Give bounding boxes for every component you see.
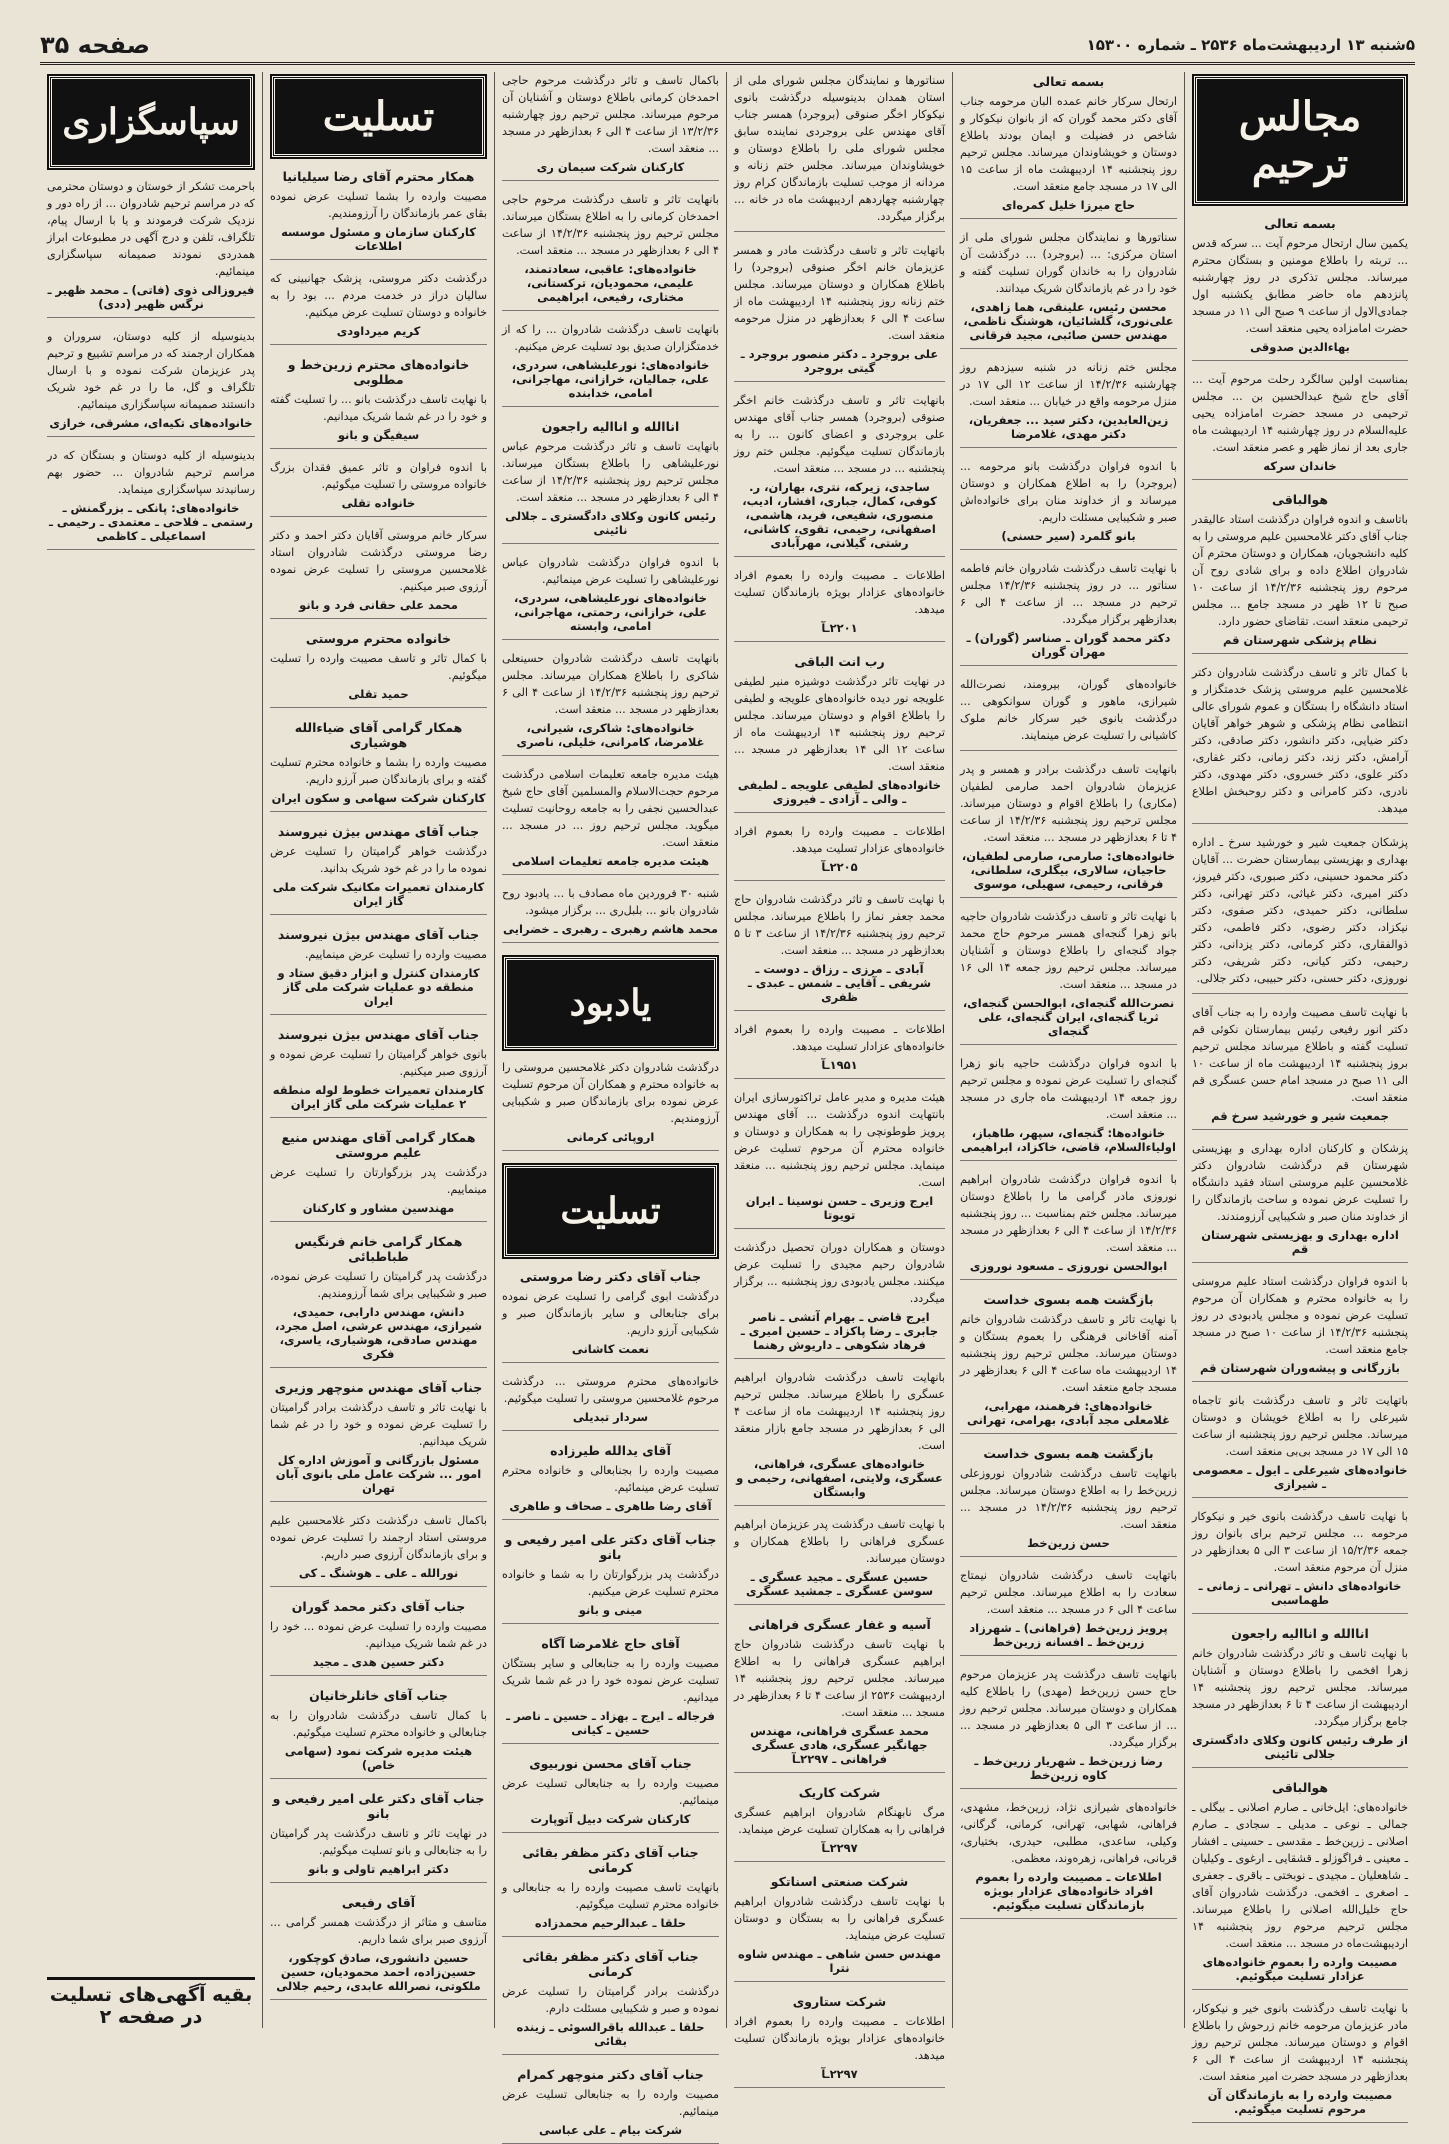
notice: [270, 1893, 487, 2000]
notice: [960, 1567, 1177, 1656]
notice-body: اطلاعات ـ مصیبت وارده را بعموم افراد خانواده‌های عزادار تسلیت میدهد.: [734, 1023, 945, 1053]
notice-body: درگذشت پدر گرامیتان را تسلیت عرض نموده، صبر و شکیبایی برای شما آرزومندیم.: [270, 1270, 487, 1300]
notice-signature: رئیس کانون وکلای دادگستری ـ جلالی نائینی: [505, 509, 716, 537]
notice-signature: فرجاله ـ ایرج ـ بهزاد ـ حسین ـ ناصر ـ حسین ـ کیانی: [506, 1709, 715, 1737]
notice: [270, 1128, 487, 1222]
notice-signature: کارمندان کنترل و ابزار دقیق ستاد و منطقه دو عملیات شرکت ملی گاز ایران: [277, 966, 480, 1008]
notice: [270, 459, 487, 517]
notice-body: با نهایت تاثر و تاسف درگذشت شادروان خانم آمنه آقاخانی فرهنگی را بعموم بستگان و دوستان میرساند. مجلس ترحیم روز پنجشنبه ۱۴ اردیبهشت ماه ساعت ۴ الی ۶ بعدازظهر در مسجد جامع منعقد است.: [960, 1313, 1177, 1394]
notice: [734, 567, 945, 642]
notice-signature: حلقا ـ عبدالله باقرالسوئی ـ زینده بقائی: [516, 2020, 705, 2048]
notice-body: بانوی خواهر گرامیتان را تسلیت عرض نموده و آرزوی صبر میکنیم.: [270, 1048, 487, 1078]
notice: [502, 554, 719, 640]
notice: [270, 1232, 487, 1368]
column-6: [1184, 72, 1415, 2116]
notice: [960, 1666, 1177, 1789]
notice: [270, 629, 487, 708]
notice-signature: شرکت بیام ـ علی عباسی: [538, 2123, 683, 2137]
notice-signature: سیفیگن و بانو: [337, 428, 420, 442]
notice-body: با اندوه فراوان درگذشت شادروان عباس نورعلیشاهی را تسلیت عرض مینمائیم.: [502, 556, 719, 586]
notice-signature: حاج میرزا خلیل کمره‌ای: [1001, 198, 1136, 212]
notice-title: رب انت الباقی: [794, 654, 885, 669]
notice-signature: دکتر ابراهیم تاولی و بانو: [308, 1862, 449, 1876]
notice: [734, 1089, 945, 1229]
notice-title: جناب آقای دکتر علی امیر رفیعی و بانو: [272, 1791, 485, 1821]
notice-body: سرکار خانم مروستی آقایان دکتر احمد و دکتر رضا مروستی درگذشت شادروان استاد غلامحسین مروستی را تسلیت عرض نموده آرزوی صبر میکنیم.: [270, 529, 487, 593]
notice-signature: خانواده‌ها: گنجه‌ای، سپهر، طاهباز، اولیاءالسلام، قاضی، خاکزاد، ابراهیمی: [961, 1126, 1176, 1154]
notice-title: بازگشت همه بسوی خداست: [983, 1292, 1154, 1307]
notice-signature: بهاءالدین صدوقی: [1250, 340, 1350, 354]
notice-signature: مصیبت وارده را بعموم خانواده‌های عزادار تسلیت میگوئیم.: [1202, 1955, 1398, 1983]
notice-title: هوالباقی: [1271, 1780, 1329, 1795]
notice-body: با نهایت تاسف درگذشت بانو ... را تسلیت گفته و خود را در غم شما شریک میدانیم.: [270, 393, 487, 423]
notice-body: بمناسبت اولین سالگرد رحلت مرحوم آیت ... آقای حاج شیخ عبدالحسین بن ... مجلس ترحیمی در مسجد حضرت امامزاده یحیی علیه‌السلام در روز چهارشنبه ۱۴ اردیبهشت ماه جاری بعد از نماز ظهر و عصر منعقد است.: [1192, 373, 1408, 454]
notice: [960, 458, 1177, 550]
notice-title: بسمه تعالی: [1264, 216, 1336, 231]
notice-title: شرکت صنعتی اسناتکو: [770, 1874, 909, 1889]
notice-body: سناتورها و نمایندگان مجلس شورای ملی از استان همدان بدینوسیله درگذشت بانوی نیکوکار اخگر صنوقی (بروجرد) همسر جناب آقای مهندس علی بروجردی نماینده سابق مجلس شورای ملی را باطلاع دوستان و خویشاوندان میرساند. مجلس ختم زنانه و مردانه از موجب تسلیت بازماندگان کرام روز چهارشنبه چهاردهم اردیبهشت ماه در خانه ... برگزار میگردد.: [734, 74, 945, 223]
notice-signature: دکتر حسین هدی ـ مجید: [312, 1655, 445, 1669]
notice-title: جناب آقای مهندس بیژن نیروسند: [277, 1027, 480, 1042]
notice-title: جناب آقای مهندس بیژن نیروسند: [277, 824, 480, 839]
notice: [734, 1872, 945, 1982]
notice-signature: محمد عسگری فراهانی، مهندس جهانگیر عسگری، هادی عسگری فراهانی ـ ۲۲۹۷ـآ: [750, 1724, 929, 1766]
majales-tarhim-banner: مجالس ترحیم: [1194, 76, 1406, 204]
notice-body: با نهایت تاسف و تاثر درگذشت شادروان حاج محمد جعفر نماز را باطلاع میرساند. مجلس ترحیم روز پنجشنبه ۱۴/۲/۳۶ از ساعت ۳ تا ۵ بعدازظهر در مسجد ... منعقد است.: [734, 893, 946, 957]
notice-body: با کمال تاثر و تاسف درگذشت شادروان دکتر غلامحسین علیم مروستی پزشک خدمتگزار و استاد دانشگاه را بستگان و عموم شورای عالی انتظامی نظام پزشکی و شوهر خواهر آقایان دکتر ضیایی، دکتر دانشور، دکتر صادقی، دکتر آرامش، دکتر زند، دکتر زمانی، دکتر غفاری، دکتر علوی، دکتر خسروی، دکتر مهدوی، دکتر نادری، دکتر کامرانی و دکتر روحبخش اطلاع میدهد.: [1192, 666, 1408, 815]
notice-body: درگذشت دکتر مروستی، پزشک جهانبینی که سالیان دراز در خدمت مردم ... بود را به خانواده و دوستان تسلیت عرض میکنیم.: [270, 272, 487, 319]
notice: [502, 1530, 719, 1624]
notice-signature: بازرگانی و پیشه‌وران شهرستان قم: [1200, 1361, 1400, 1375]
notice-title: همکار محترم آقای رضا سیلیانیا: [282, 169, 475, 184]
notice-signature: ۲۲۹۷ـآ: [821, 2067, 858, 2081]
notice-signature: محمد علی حقانی فرد و بانو: [299, 598, 458, 612]
notice-signature: آبادی ـ مرزی ـ رزاق ـ دوست ـ شریفی ـ آقایی ـ شمس ـ عبدی ـ ظفری: [747, 962, 932, 1004]
notice-body: مصیبت وارده را به جنابعالی تسلیت عرض مینمائیم.: [502, 2088, 719, 2118]
notice-title: آقای یدالله طیرزاده: [550, 1443, 671, 1458]
notice-signature: هیئت مدیره جامعه تعلیمات اسلامی: [511, 854, 710, 868]
notice-signature: پرویز زرین‌خط (فراهانی) ـ شهرزاد زرین‌خط ـ افسانه زرین‌خط: [969, 1621, 1168, 1649]
notice: [502, 417, 719, 544]
notice: [502, 1634, 719, 1744]
notice-signature: حسن زرین‌خط: [1027, 1536, 1110, 1550]
notice-signature: خانواده‌های نورعلیشاهی، سردری، علی، خرازانی، رحمتی، مهاجرانی، امامی، وابسته: [514, 591, 707, 633]
notice-title: جناب آقای محسن نوربیوی: [529, 1756, 692, 1771]
notice-body: یکمین سال ارتحال مرحوم آیت ... سرکه قدس ... تربته را باطلاع مومنین و بستگان محترم میرساند. مجلس تذکری در روز چهارشنبه پانزدهم ماه حاضر مطابق یکشنبه اول جمادی‌الاول از ساعت ۹ صبح الی ۱۱ در مسجد حضرت امامزاده یحیی منعقد است.: [1192, 237, 1408, 335]
notice-body: باکمال تاسف درگذشت دکتر غلامحسین علیم مروستی استاد ارجمند را تسلیت عرض نموده و برای بازماندگان آرزوی صبر داریم.: [270, 1514, 487, 1561]
notice-signature: مهندس حسن شاهی ـ مهندس شاوه نترا: [738, 1947, 941, 1975]
notice-signature: خانواده تقلی: [341, 496, 416, 510]
notice: [270, 270, 487, 345]
notice-signature: کارکنان شرکت دبیل آتوپارت: [530, 1812, 691, 1826]
notice: [270, 355, 487, 449]
notice-signature: کارکنان شرکت سهامی و سکون ایران: [271, 791, 486, 805]
notice-signature: اداره بهداری و بهزیستی شهرستان قم: [1201, 1228, 1399, 1256]
continued-on-page-2: بقیه آگهی‌های تسلیت در صفحه ۲: [47, 1977, 255, 2028]
notice: [734, 1992, 945, 2088]
notice-body: درگذشت پدر بزرگوارتان را تسلیت عرض مینماییم.: [270, 1166, 487, 1196]
notice-body: باکمال تاسف و تاثر درگذشت مرحوم حاجی احمدخان کرمانی باطلاع دوستان و آشنایان آن مرحوم میرساند. مجلس ترحیم روز چهارشنبه ۱۳/۲/۳۶ از ساعت ۴ الی ۶ بعدازظهر در مسجد ... منعقد است.: [502, 74, 719, 155]
notice-body: با نهایت تاسف مصیبت وارده را به جناب آقای دکتر انور رفیعی رئیس بیمارستان نکوئی قم تسلیت گفته و باطلاع میرساند مجلس ترحیم بروز پنجشنبه ۱۴ اردیبهشت ماه از ساعت ۱۰ الی ۱۱ صبح در مسجد امام حسن عسگری قم منعقد است.: [1192, 1006, 1408, 1104]
notice-signature: دانش، مهندس دارابی، حمیدی، شیرازی، مهندس عرشی، اصل مجرد، مهندس صادقی، هوشیاری، یاسری، فکری: [274, 1305, 483, 1361]
notice-body: بدینوسیله از کلیه دوستان و بستگان که در مراسم ترحیم شادروان ... حضور بهم رسانیدند سپاسگزاری مینماید.: [47, 449, 255, 496]
notice-signature: خاندان سرکه: [1263, 459, 1337, 473]
notice: [1192, 214, 1408, 361]
notice-signature: ابوالحسن نوروزی ـ مسعود نوروزی: [969, 1259, 1168, 1273]
notice-body: با اندوه فراوان درگذشت استاد علیم مروستی را به خانواده محترم و همکاران آن مرحوم تسلیت عرض نموده و مجلس یادبودی در روز پنجشنبه ۱۴/۲/۳۶ از ساعت ۱۰ صبح در مسجد جامع منعقد است.: [1192, 1275, 1409, 1356]
notice-body: مجلس ختم زنانه در شنبه سیزدهم روز چهارشنبه ۱۴/۲/۳۶ از ساعت ۱۲ الی ۱۷ در منزل مرحومه واقع در خیابان ... منعقد است.: [960, 361, 1177, 408]
notice: [270, 718, 487, 812]
notice: [502, 2065, 719, 2144]
notice-body: درگذشت خواهر گرامیتان را تسلیت عرض نموده ما را در غم خود شریک بدانید.: [270, 845, 487, 875]
notice: [960, 1799, 1177, 1919]
notice-body: خانواده‌های شیرازی نژاد، زرین‌خط، مشهدی‌، فراهانی، شهابی، تهرانی، کرمانی، گرگانی، وکیلی، ساعدی، مطلبی، حیدری، بختیاری، قربانی، فراهانی، زهره‌وند، معظمی.: [960, 1801, 1177, 1865]
column-5: [952, 72, 1184, 2028]
notice-body: مصیبت وارده را به جنابعالی تسلیت عرض مینمائیم.: [502, 1777, 719, 1807]
notice-signature: اروپائی کرمانی: [566, 1130, 655, 1144]
notice: [1192, 1624, 1408, 1768]
notice: [47, 328, 255, 437]
notice-signature: زین‌العابدین، دکتر سید ... جعفریان، دکتر مهدی، غلامرضا: [968, 413, 1169, 441]
notice-signature: اطلاعات ـ مصیبت وارده را بعموم افراد خانواده‌های عزادار بویژه بازماندگان تسلیت میگوئیم.: [975, 1870, 1162, 1912]
notice: [270, 1686, 487, 1779]
notice-title: آقای حاج غلامرضا آگاه: [541, 1636, 680, 1651]
notice-title: جناب آقای دکتر منوچهر کمرام: [517, 2067, 704, 2082]
notice-body: با نهایت تاسف درگذشت بانوی خیر و نیکوکار، مادر عزیزمان مرحومه خانم زرحوش را باطلاع اقوام و دوستان میرساند. مجلس ترحیم روز پنجشنبه ۱۴ اردیبهشت از ساعت ۴ الی ۶ بعدازظهر در مسجد حضرت امیر منعقد است.: [1192, 2002, 1408, 2083]
notice: [734, 1615, 945, 1773]
notice: [734, 1783, 945, 1862]
notice: [502, 321, 719, 407]
notice: [734, 242, 945, 382]
notice-title: همکار گرامی آقای مهندس منیع علیم مروستی: [281, 1130, 476, 1160]
sepasgozari-banner: سپاسگزاری: [49, 76, 253, 168]
notice-signature: خانواده‌های: عاقبی، سعادتمند، علیمی، محمودیان، ترکستانی، مختاری، رفیعی، ابراهیمی: [524, 262, 697, 304]
notice: [734, 652, 945, 813]
notice-body: متاسف و متاثر از درگذشت همسر گرامی ... آرزوی صبر برای شما داریم.: [270, 1916, 487, 1946]
notice-body: با کمال تاثر و تاسف مصیبت وارده را تسلیت میگوئیم.: [270, 652, 487, 682]
notice-body: خانواده‌های گوران، بیرومند، نصرت‌الله شیرازی، ماهور و گوران سوانکوهی ... درگذشت بانوی خیر سرکار خانم ملوک کاشیانی را تسلیت عرض مینمایند.: [960, 678, 1177, 742]
notice-signature: حلقا ـ عبدالرحیم محمدزاده: [534, 1916, 687, 1930]
notice-body: هیئت مدیره و مدیر عامل تراکتورسازی ایران بانتهایت اندوه درگذشت ... آقای مهندس پرویز طوطونچی را به همکاران و دوستان و خانواده محترم آن مرحوم تسلیت عرض مینماید. مجلس ترحیم روز پنجشنبه ... منعقد است.: [734, 1091, 945, 1189]
notice-body: با نهایت تاسف درگذشت شادروان حاج ابراهیم عسگری فراهانی را به اطلاع میرساند. مجلس ترحیم روز پنجشنبه ۱۴ اردیبهشت ۲۵۳۶ از ساعت ۴ تا ۶ بعدازظهر در مسجد ... منعقد است.: [734, 1638, 946, 1719]
masthead: [40, 28, 1415, 65]
notice: [734, 1021, 945, 1079]
notice-body: با نهایت تاثر و تاسف درگذشت برادر گرامیتان را تسلیت عرض نموده و خود را در غم شما شریک میدانیم.: [270, 1401, 487, 1448]
notice-body: بانهایت تاسف درگذشت پدر عزیزمان مرحوم حاج حسن زرین‌خط (مهدی) را باطلاع کلیه همکاران و دوستان میرساند. مجلس ترحیم روز ... از ساعت ۳ الی ۵ بعدازظهر در مسجد ... برگزار میگردد.: [960, 1668, 1177, 1749]
notice: [270, 167, 487, 260]
notice-title: شرکت ستاروی: [792, 1994, 887, 2009]
notice: [1192, 1392, 1408, 1498]
notice-signature: خانواده‌های لطیفی علویجه ـ لطیفی ـ والی ـ آزادی ـ فیروزی: [737, 778, 942, 806]
notice-signature: حمید تقلی: [348, 687, 409, 701]
notice: [270, 925, 487, 1015]
notice: [734, 891, 945, 1011]
notice: [1192, 1778, 1408, 1990]
column-1: [40, 72, 262, 2028]
notice-signature: ۲۲۰۱ـآ: [821, 621, 858, 635]
notice-body: با نهایت تاسف درگذشت شادروان خانم فاطمه سناتور ... در روز پنجشنبه ۱۴/۲/۳۶ مجلس ترحیم در مسجد ... از ساعت ۴ الی ۶ بعدازظهر برگزار میگردد.: [960, 562, 1177, 626]
notice: [1192, 371, 1408, 480]
notice-body: مصیبت وارده را بشما و خانواده محترم تسلیت گفته و برای بازماندگان صبر آرزو داریم.: [270, 756, 487, 786]
notice-signature: کریم میرداودی: [336, 324, 421, 338]
notice-signature: ساجدی، زیرکه، نتری، بهاران، ر. کوفی، کمال، جباری، افشار، ادیب، منصوری، شفیعی، فرید، هاشمی، اصفهانی، رحیمی، تقوی، کاشانی، رشتی، گیلانی، مهرآبادی: [742, 480, 937, 550]
notice-body: مصیبت وارده را بشما تسلیت عرض نموده بقای عمر بازماندگان را آرزومندیم.: [270, 190, 487, 220]
notice-body: بانهایت تاسف مصیبت وارده را به جنابعالی و خانواده محترم تسلیت میگوئیم.: [502, 1881, 719, 1911]
notice: [734, 1239, 945, 1359]
notice: [502, 1059, 719, 1151]
notice-body: هیئت مدیره جامعه تعلیمات اسلامی درگذشت مرحوم حجت‌الاسلام والمسلمین آقای حاج شیخ عبدالحسین نجفی را به جامعه روحانیت تسلیت میگوید. مجلس ترحیم روز ... در مسجد ... منعقد است.: [502, 768, 719, 849]
notice: [734, 1516, 945, 1605]
notice: [960, 1444, 1177, 1557]
yadbood-banner: یادبود: [504, 957, 717, 1049]
notice-signature: خانواده‌های تکیه‌ای، مشرقی، خرازی: [49, 416, 253, 430]
notice-signature: خانواده‌های: شاکری، شیرانی، غلامرضا، کامرانی، خلیلی، ناصری: [516, 721, 705, 749]
notice-title: آقای رفیعی: [341, 1895, 416, 1910]
notice-body: بدینوسیله از کلیه دوستان، سروران و همکاران ارجمند که در مراسم تشییع و ترحیم پدر عزیزمان شرکت نموده و با ارسال تلگراف و گل، ما را در غم خود شریک دانستند صمیمانه سپاسگزاری مینمائیم.: [47, 330, 255, 411]
notice: [734, 1369, 945, 1506]
notice: [270, 1025, 487, 1118]
notice-title: جناب آقای دکتر محمد گوران: [291, 1599, 466, 1614]
page-number: صفحه ۳۵: [40, 31, 150, 59]
notice-title: جناب آقای دکتر مظفر بقائی کرمانی: [522, 1845, 699, 1875]
notice-body: بانهایت تاسف درگذشت شادروان نوروزعلی زرین‌خط را به اطلاع دوستان میرساند. مجلس ترحیم روز پنجشنبه ۱۴/۲/۳۶ در مسجد ... منعقد است.: [960, 1467, 1177, 1531]
notice-signature: کارمندان تعمیرات مکانیک شرکت ملی گاز ایران: [272, 880, 485, 908]
notice-title: بازگشت همه بسوی خداست: [983, 1446, 1154, 1461]
notice-body: مصیبت وارده را به جنابعالی و سایر بستگان تسلیت عرض نموده خود را در غم شما شریک میدانیم.: [502, 1657, 719, 1704]
notice-title: جناب آقای دکتر علی امیر رفیعی و بانو: [504, 1532, 717, 1562]
notice-signature: از طرف رئیس کانون وکلای دادگستری جلالی تائینی: [1192, 1733, 1408, 1761]
notice: [960, 72, 1177, 219]
notice-body: بانهایت تاسف درگذشت برادر و همسر و پدر عزیزمان شادروان احمد صارمی لطفیان (مکاری) را باطلاع اقوام و دوستان میرساند. مجلس ترحیم روز پنجشنبه ۱۴/۲/۳۶ از ساعت ۴ تا ۶ بعدازظهر در مسجد ... منعقد است.: [960, 763, 1177, 844]
notice-body: مرگ نابهنگام شادروان ابراهیم عسگری فراهانی را به همکاران تسلیت عرض مینماید.: [734, 1806, 945, 1836]
notice-signature: دکتر محمد گوران ـ صناسر (گوران) ـ مهران گوران: [966, 631, 1171, 659]
notice-signature: ۱۹۵۱ـآ: [821, 1058, 858, 1072]
issue-date-line: ۵شنبه ۱۳ اردیبهشت‌ماه ۲۵۳۶ ـ شماره ۱۵۳۰۰: [1086, 36, 1415, 54]
notice: [270, 527, 487, 619]
notice-body: سناتورها و نمایندگان مجلس شورای ملی از استان مرکزی: ... (بروجرد) ... درگذشت آن شادروان را به خاندان گوران تسلیت گفته و خود را در غم بازماندگان شریک میدانند.: [960, 231, 1177, 295]
notice-signature: نصرت‌الله گنجه‌ای، ابوالحسن گنجه‌ای، ثریا گنجه‌ای، ایران گنجه‌ای، علی گنجه‌ای: [962, 996, 1175, 1038]
notice-signature: خانواده‌های شیرعلی ـ ایول ـ معصومی ـ شیرازی: [1192, 1463, 1408, 1491]
notice-signature: مسئول بازرگانی و آموزش اداره کل امور ... شرکت عامل ملی بانوی آبان تهران: [275, 1453, 482, 1495]
notice-signature: کارکنان شرکت سیمان ری: [536, 160, 685, 174]
notice: [960, 1171, 1177, 1280]
taslit-banner-2: تسلیت: [504, 1165, 717, 1257]
notice-title: جناب آقای خانلرخانیان: [309, 1688, 448, 1703]
notice-body: خانواده‌های: ایل‌خانی ـ صارم اصلانی ـ بیگلی ـ جمالی ـ نوعی ـ مدیلی ـ سجادی ـ صارم اصلانی ـ زرین‌خط ـ مقدسی ـ حسینی ـ افشار ـ معینی ـ فراگوزلو ـ قشقایی ـ ارغوی ـ وکیلیان ـ شاهعلیان ـ مجیدی ـ نوبختی ـ باقری ـ جعفری ـ اصغری ـ افخمی. درگذشت شادروان آقای حاج خلیل‌الله اصلانی را باطلاع میرساند. مجلس ترحیم مرحوم روز پنجشنبه ۱۴ اردیبهشت‌ماه در مسجد ... منعقد است.: [1192, 1801, 1408, 1950]
notice: [734, 72, 945, 232]
notice: [734, 823, 945, 881]
notice: [270, 1378, 487, 1502]
notice-body: با اندوه فراوان درگذشت شادروان ابراهیم نوروزی مادر گرامی ما را باطلاع دوستان میرساند. مجلس ختم بمناسبت ... روز پنجشنبه ۱۴/۲/۳۶ از ساعت ۴ الی ۶ بعدازظهر در مسجد ... منعقد است.: [960, 1173, 1177, 1254]
notice: [734, 392, 945, 557]
notice: [502, 1373, 719, 1431]
notice-signature: خانواده‌های: نورعلیشاهی، سردری، علی، جمالیان، خرازانی، مهاجرانی، امامی، خدابنده: [511, 358, 710, 400]
notice: [960, 229, 1177, 349]
notice: [1192, 1140, 1408, 1263]
notice-body: در نهایت تاثر و تاسف درگذشت پدر گرامیتان را به جنابعالی و بانو تسلیت میگوئیم.: [270, 1827, 487, 1857]
notice: [1192, 1004, 1408, 1130]
notice-signature: مهندسین مشاور و کارکنان: [302, 1201, 455, 1215]
notice-signature: ایرج وزیری ـ حسن نوسینا ـ ایران تویوتا: [745, 1194, 934, 1222]
notice-signature: خانواده‌های: صارمی، صارمی لطفیان، حاجیان، سالاری، بیگلری، سلطانی، فرقانی، رحیمی، سهیلی، موسوی: [961, 849, 1176, 891]
notice-body: بانهایت تاثر و تاسف درگذشت خانم اخگر صنوقی (بروجرد) همسر جناب آقای مهندس علی بروجردی و اعضای کانون ... را به بازماندگان تسلیت میگوئیم. مجلس ختم روز پنجشنبه ... در مسجد ... منعقد است.: [734, 394, 945, 475]
notice-title: اناالله و اناالیه راجعون: [541, 419, 680, 434]
notice-signature: هیئت مدیره شرکت نمود (سهامی خاص): [284, 1744, 473, 1772]
notice-title: خانواده محترم مروستی: [305, 631, 452, 646]
notice-body: خانواده‌های محترم مروستی ... درگذشت مرحوم غلامحسین مروستی را تسلیت میگوئیم.: [502, 1375, 719, 1405]
notice: [502, 766, 719, 875]
notice-body: بانهایت تاسف درگذشت شادروان ... را که از خدمتگزاران صدیق بود تسلیت عرض میکنیم.: [502, 323, 719, 353]
notice-title: شرکت کاریک: [798, 1785, 881, 1800]
notice-body: با نهایت تاسف درگذشت شادروان ابراهیم عسگری فراهانی را به بستگان و دوستان تسلیت عرض مینماید.: [734, 1895, 945, 1942]
notice-signature: محسن رئیس، علینقی، هما زاهدی، علی‌نوری، گلشائیان، هوشنگ ناظمی، مهندس حسن صائبی، مجید فرقانی: [963, 300, 1174, 342]
notice-body: مصیبت وارده را بجنابعالی و خانواده محترم تسلیت عرض مینمائیم.: [502, 1464, 719, 1494]
notice-body: درگذشت ابوی گرامی را تسلیت عرض نموده برای جنابعالی و سایر بازماندگان صبر و شکیبایی آرزو داریم.: [502, 1290, 719, 1337]
column-3: [494, 72, 726, 2137]
notice-body: بانهایت تاسف درگذشت شادروان حسینعلی شاکری را باطلاع همکاران میرساند. مجلس ترحیم روز پنجشنبه ۱۴/۲/۳۶ از ساعت ۴ الی ۶ بعدازظهر در مسجد ... منعقد است.: [502, 652, 720, 716]
notice-signature: خانواده‌های دانش ـ تهرانی ـ زمانی ـ طهماسبی: [1198, 1579, 1402, 1607]
notice-title: هوالباقی: [1271, 492, 1329, 507]
notice: [47, 178, 255, 318]
notice: [1192, 490, 1408, 654]
notice: [960, 1290, 1177, 1434]
notice-body: پزشکان جمعیت شیر و خورشید سرخ ـ اداره بهداری و بهزیستی بیمارستان حضرت ... آقایان دکتر محمود حسینی، دکتر صبوری، دکتر فیروز، دکتر امیری، دکتر غیاثی، دکتر تهرانی، دکتر سلطانی، دکتر حمیدی، دکتر صفوی، دکتر نیکزاد، دکتر رضوی، دکتر فاطمی، دکتر ذوالفقاری، دکتر کرمانی، دکتر یزدانی، دکتر رحیمی، دکتر کیانی، دکتر شریفی، دکتر نوروزی، دکتر حسنی، دکتر حبیبی، دکتر جلالی.: [1192, 836, 1408, 985]
notice-body: بانهایت تاثر و تاسف درگذشت مرحوم حاجی احمدخان کرمانی را به اطلاع بستگان میرساند. مجلس ترحیم روز پنجشنبه ۱۴/۲/۳۶ از ساعت ۴ الی ۶ بعدازظهر در مسجد ... منعقد است.: [502, 193, 719, 257]
notice-body: با اندوه فراوان درگذشت حاجیه بانو زهرا گنجه‌ای را تسلیت عرض نموده و مجلس ترحیم روز جمعه ۱۴ اردیبهشت ماه جاری در مسجد ... منعقد است.: [960, 1057, 1177, 1121]
notice-body: اطلاعات ـ مصیبت وارده را بعموم افراد خانواده‌های عزادار بویژه بازماندگان تسلیت میدهد.: [734, 2015, 945, 2062]
notice-signature: خانواده‌های: پانکی ـ بزرگمنش ـ رستمی ـ فلاحی ـ معتمدی ـ رحیمی ـ اسماعیلی ـ کاظمی: [48, 501, 254, 543]
notice-body: اطلاعات ـ مصیبت وارده را بعموم افراد خانواده‌های عزادار بویژه بازماندگان تسلیت میدهد.: [734, 569, 945, 616]
notice-body: مصیبت وارده را تسلیت عرض مینماییم.: [304, 948, 487, 961]
notice: [502, 191, 719, 311]
notice-body: با اندوه فراوان درگذشت بانو مرحومه ... (بروجرد) را به اطلاع همکاران و دوستان میرساند و از خداوند منان برای خانواده‌اش صبر و شکیبایی مسئلت داریم.: [960, 460, 1177, 524]
notice-body: شنبه ۳۰ فروردین ماه مصادف با ... یادبود روح شادروان بانو ... بلبل‌ری ... برگزار میشود.: [502, 887, 719, 917]
columns: [40, 72, 1415, 2137]
notice-signature: رضا زرین‌خط ـ شهریار زرین‌خط ـ کاوه زرین‌خط: [974, 1754, 1163, 1782]
notice-signature: سردار تبدیلی: [572, 1410, 649, 1424]
notice-body: باتاسف و اندوه فراوان درگذشت استاد عالیقدر جناب آقای دکتر غلامحسین علیم مروستی را به کلیه دانشجویان، همکاران و دوستان محترم آن شادروان اطلاع داده و برای شادی روح آن مرحوم روز پنجشنبه ۱۴/۲/۳۶ از ساعت ۱۰ صبح تا ۱۲ ظهر در مسجد جامع ... مجلس ترحیمی منعقد است. تقاضای حضور دارد.: [1192, 513, 1409, 628]
notice: [960, 560, 1177, 666]
notice-signature: ۲۲۰۵ـآ: [821, 860, 858, 874]
notice-body: در نهایت تاثر درگذشت دوشیزه منیر لطیفی علویجه نور دیده خانواده‌های علویجه و لطیفی را باطلاع اقوام و دوستان میرساند. مجلس ترحیم روز پنجشنبه ۱۴ اردیبهشت ماه از ساعت ۱۲ الی ۱۴ بعدازظهر در مسجد ... منعقد است.: [734, 675, 946, 773]
notice: [502, 650, 719, 756]
notice-signature: ۲۲۹۷ـآ: [821, 1841, 858, 1855]
notice-body: با نهایت تاسف درگذشت پدر عزیزمان ابراهیم عسگری فراهانی را باطلاع همکاران و دوستان میرساند.: [734, 1518, 945, 1565]
notice-signature: نظام پزشکی شهرستان قم: [1222, 633, 1378, 647]
notice-body: باتهایت تاثر و تاسف درگذشت مادر و همسر عزیزمان خانم اخگر صنوقی (بروجرد) را باطلاع همکاران و دوستان میرساند. مجلس ختم زنانه روز پنجشنبه ۱۴ اردیبهشت ماه از ساعت ۴ الی ۶ بعدازظهر در منزل مرحومه منعقد است.: [734, 244, 946, 342]
notice-title: همکار گرامی آقای ضیاءالله هوشیاری: [294, 720, 463, 750]
notice-body: باتهایت تاسف درگذشت شادروان نیمتاج سعادت را به اطلاع میرساند. مجلس ترحیم ساعت ۴ الی ۶ در مسجد ... منعقد است.: [960, 1569, 1177, 1616]
notice: [502, 1267, 719, 1363]
notice: [502, 72, 719, 181]
notice: [270, 1597, 487, 1676]
notice-signature: بانو گلمرد (سیر حسنی): [1001, 529, 1136, 543]
notice-signature: حسین عسگری ـ مجید عسگری ـ سوسن عسگری ـ جمشید عسگری: [745, 1570, 934, 1598]
notice-title: جناب آقای مهندس منوچهر وزیری: [274, 1380, 483, 1395]
notice-signature: حسین دانشوری، صادق کوچکور، حسین‌زاده، احمد محمودیان، حسین ملکوتی، نصرالله عابدی، رحیم جلالی: [276, 1951, 481, 1993]
notice-signature: نورالله ـ علی ـ هوشنگ ـ کی: [298, 1566, 459, 1580]
column-2: [262, 72, 494, 2028]
notice-signature: خانواده‌های: فرهمند، مهرابی، غلامعلی مجد آبادی، بهرامی، تهرانی: [966, 1399, 1171, 1427]
notice: [47, 447, 255, 550]
notice-body: با نهایت تاسف درگذشت بانوی خیر و نیکوکار مرحومه ... مجلس ترحیم برای بانوان روز جمعه ۱۵/۲/۳۶ از ساعت ۳ الی ۵ بعدازظهر در منزل آن مرحوم منعقد است.: [1192, 1510, 1408, 1574]
newspaper-page: [40, 28, 1415, 2137]
notice-body: پزشکان و کارکنان اداره بهداری و بهزیستی شهرستان قم درگذشت شادروان دکتر غلامحسین علیم مروستی استاد فقید دانشگاه را تسلیت عرض نموده و ساحت بازماندگان را از خداوند منان صبر و شکیبایی آرزومندند.: [1192, 1142, 1408, 1223]
notice-title: جناب آقای دکتر مظفر بقائی کرمانی: [522, 1949, 699, 1979]
notice-body: دوستان و همکاران دوران تحصیل درگذشت شادروان رحیم مجیدی را تسلیت عرض میکنند. مجلس یادبودی روز پنجشنبه ... برگزار میگردد.: [734, 1241, 945, 1305]
notice-signature: ایرج قاضی ـ بهرام آتشی ـ ناصر جابری ـ رضا پاکزاد ـ حسین امیری ـ فرهاد شکوهی ـ داریوش رهنما: [740, 1310, 939, 1352]
notice-body: باحرمت تشکر از خوستان و دوستان محترمی که در مراسم ترحیم شادروان ... از راه دور و نزدیک شرکت فرمودند و یا با ارسال پیام، تلگراف، تلفن و درج آگهی در مطبوعات ابراز همدردی نمودند صمیمانه سپاسگزاری مینمائیم.: [47, 180, 255, 278]
notice: [960, 676, 1177, 751]
notice: [1192, 1273, 1408, 1382]
notice-signature: فیروزالی ذوی (فاتی) ـ محمد ظهیر ـ نرگس ظهیر (ددی): [47, 283, 255, 311]
notice-signature: نعمت کاشانی: [571, 1342, 650, 1356]
notice: [270, 822, 487, 915]
notice-body: با نهایت تاثر و تاسف درگذشت شادروان حاجیه بانو زهرا گنجه‌ای همسر مرحوم حاج محمد جواد گنجه‌ای را باطلاع دوستان و آشنایان میرساند. مجلس ترحیم روز جمعه ۱۴ الی ۱۶ در مسجد ... منعقد است.: [960, 910, 1177, 991]
notice: [502, 1843, 719, 1937]
notice-title: جناب آقای مهندس بیژن نیروسند: [277, 927, 480, 942]
notice-body: مصیبت وارده را تسلیت عرض نموده ... خود را در غم شما شریک میدانیم.: [270, 1620, 487, 1650]
notice-title: خانواده‌های محترم زرین‌خط و مطلوبی: [287, 357, 470, 387]
notice-signature: آقای رضا طاهری ـ صحاف و طاهری: [509, 1499, 712, 1513]
notice: [1192, 664, 1408, 824]
notice: [960, 908, 1177, 1045]
notice-body: بانهایت تاسف و تاثر درگذشت مرحوم عباس نورعلیشاهی را باطلاع بستگان میرساند. مجلس ترحیم روز پنجشنبه ۱۴/۲/۳۶ از ساعت ۴ الی ۶ بعدازظهر در مسجد ... منعقد است.: [502, 440, 719, 504]
notice-signature: مینی و بانو: [578, 1603, 643, 1617]
notice: [960, 1055, 1177, 1161]
notice: [502, 1754, 719, 1833]
notice: [960, 761, 1177, 898]
notice-body: با نهایت تاسف و تاثر درگذشت شادروان خانم زهرا افخمی را باطلاع دوستان و آشنایان میرساند. مجلس ترحیم روز پنجشنبه ۱۴ اردیبهشت از ساعت ۴ تا ۶ بعدازظهر در مسجد جامع برگزار میگردد.: [1192, 1647, 1409, 1728]
notice: [502, 885, 719, 943]
notice-body: باتهایت تاثر و تاسف درگذشت بانو تاجماه شیرعلی را به اطلاع خویشان و دوستان میرساند. مجلس ترحیم روز پنجشنبه از ساعت ۱۵ الی ۱۷ در مسجد بی‌بی منعقد است.: [1192, 1394, 1408, 1458]
notice-signature: مصیبت وارده را به بازماندگان آن مرحوم تسلیت میگوئیم.: [1207, 2088, 1393, 2116]
notice-body: ارتحال سرکار خانم عمده البان مرحومه جناب آقای دکتر محمد گوران که از بانوان نیکوکار و شاخص در فضیلت و ایمان بودند باطلاع دوستان و خویشاوندان میرساند. مجلس ترحیم روز پنجشنبه ۱۴ اردیبهشت ماه از ساعت ۱۵ الی ۱۷ در مسجد جامع منعقد است.: [960, 95, 1178, 193]
notice-body: درگذشت پدر بزرگوارتان را به شما و خانواده محترم تسلیت عرض میکنیم.: [502, 1568, 719, 1598]
notice-title: جناب آقای دکتر رضا مروستی: [519, 1269, 702, 1284]
notice-title: اناالله و اناالیه راجعون: [1231, 1626, 1369, 1641]
notice: [502, 1441, 719, 1520]
notice-signature: کارکنان سازمان و مسئول موسسه اطلاعات: [281, 225, 476, 253]
notice-signature: علی بروجرد ـ دکتر منصور بروجرد ـ گیتی بروجرد: [740, 347, 939, 375]
notice-title: بسمه تعالی: [1032, 74, 1105, 89]
notice-signature: کارمندان تعمیرات خطوط لوله منطقه ۲ عملیات شرکت ملی گاز ایران: [272, 1083, 485, 1111]
notice-body: درگذشت برادر گرامیتان را تسلیت عرض نموده و صبر و شکیبایی مسئلت دارم.: [502, 1985, 719, 2015]
notice-signature: جمعیت شیر و خورشید سرخ قم: [1211, 1109, 1389, 1123]
notice-signature: خانواده‌های عسگری، فراهانی، عسگری، ولایتی، اصفهانی، رحیمی و وابستگان: [736, 1457, 943, 1499]
notice: [1192, 834, 1408, 994]
taslit-banner: تسلیت: [272, 76, 485, 157]
notice-signature: محمد هاشم رهبری ـ رهبری ـ خضرایی: [503, 922, 718, 936]
notice-title: آسیه و غفار عسگری فراهانی: [748, 1617, 931, 1632]
notice-body: بانهایت تاسف درگذشت شادروان ابراهیم عسگری را باطلاع میرساند. مجلس ترحیم روز پنجشنبه ۱۴ اردیبهشت ماه از ساعت ۴ الی ۶ بعدازظهر در مسجد جامع بازار منعقد است.: [734, 1371, 946, 1452]
notice-body: اطلاعات ـ مصیبت وارده را بعموم افراد خانواده‌های عزادار تسلیت میدهد.: [734, 825, 945, 855]
notice: [270, 1512, 487, 1587]
notice-body: با اندوه فراوان و تاثر عمیق فقدان بزرگ خانواده مروستی را تسلیت میگوئیم.: [270, 461, 487, 491]
notice-body: با کمال تاسف درگذشت شادروان را به جنابعالی و خانواده محترم تسلیت میگوئیم.: [270, 1709, 487, 1739]
notice: [960, 359, 1177, 448]
notice: [1192, 2000, 1408, 2123]
notice-body: درگذشت شادروان دکتر غلامحسین مروستی را به خانواده محترم و همکاران آن مرحوم تسلیت عرض نموده برای بازماندگان صبر و شکیبایی آرزومندیم.: [502, 1061, 719, 1125]
notice: [502, 1947, 719, 2055]
column-4: [726, 72, 952, 2081]
notice: [1192, 1508, 1408, 1614]
notice-title: همکار گرامی خانم فرنگیس طباطبائی: [294, 1234, 463, 1264]
notice: [270, 1789, 487, 1883]
